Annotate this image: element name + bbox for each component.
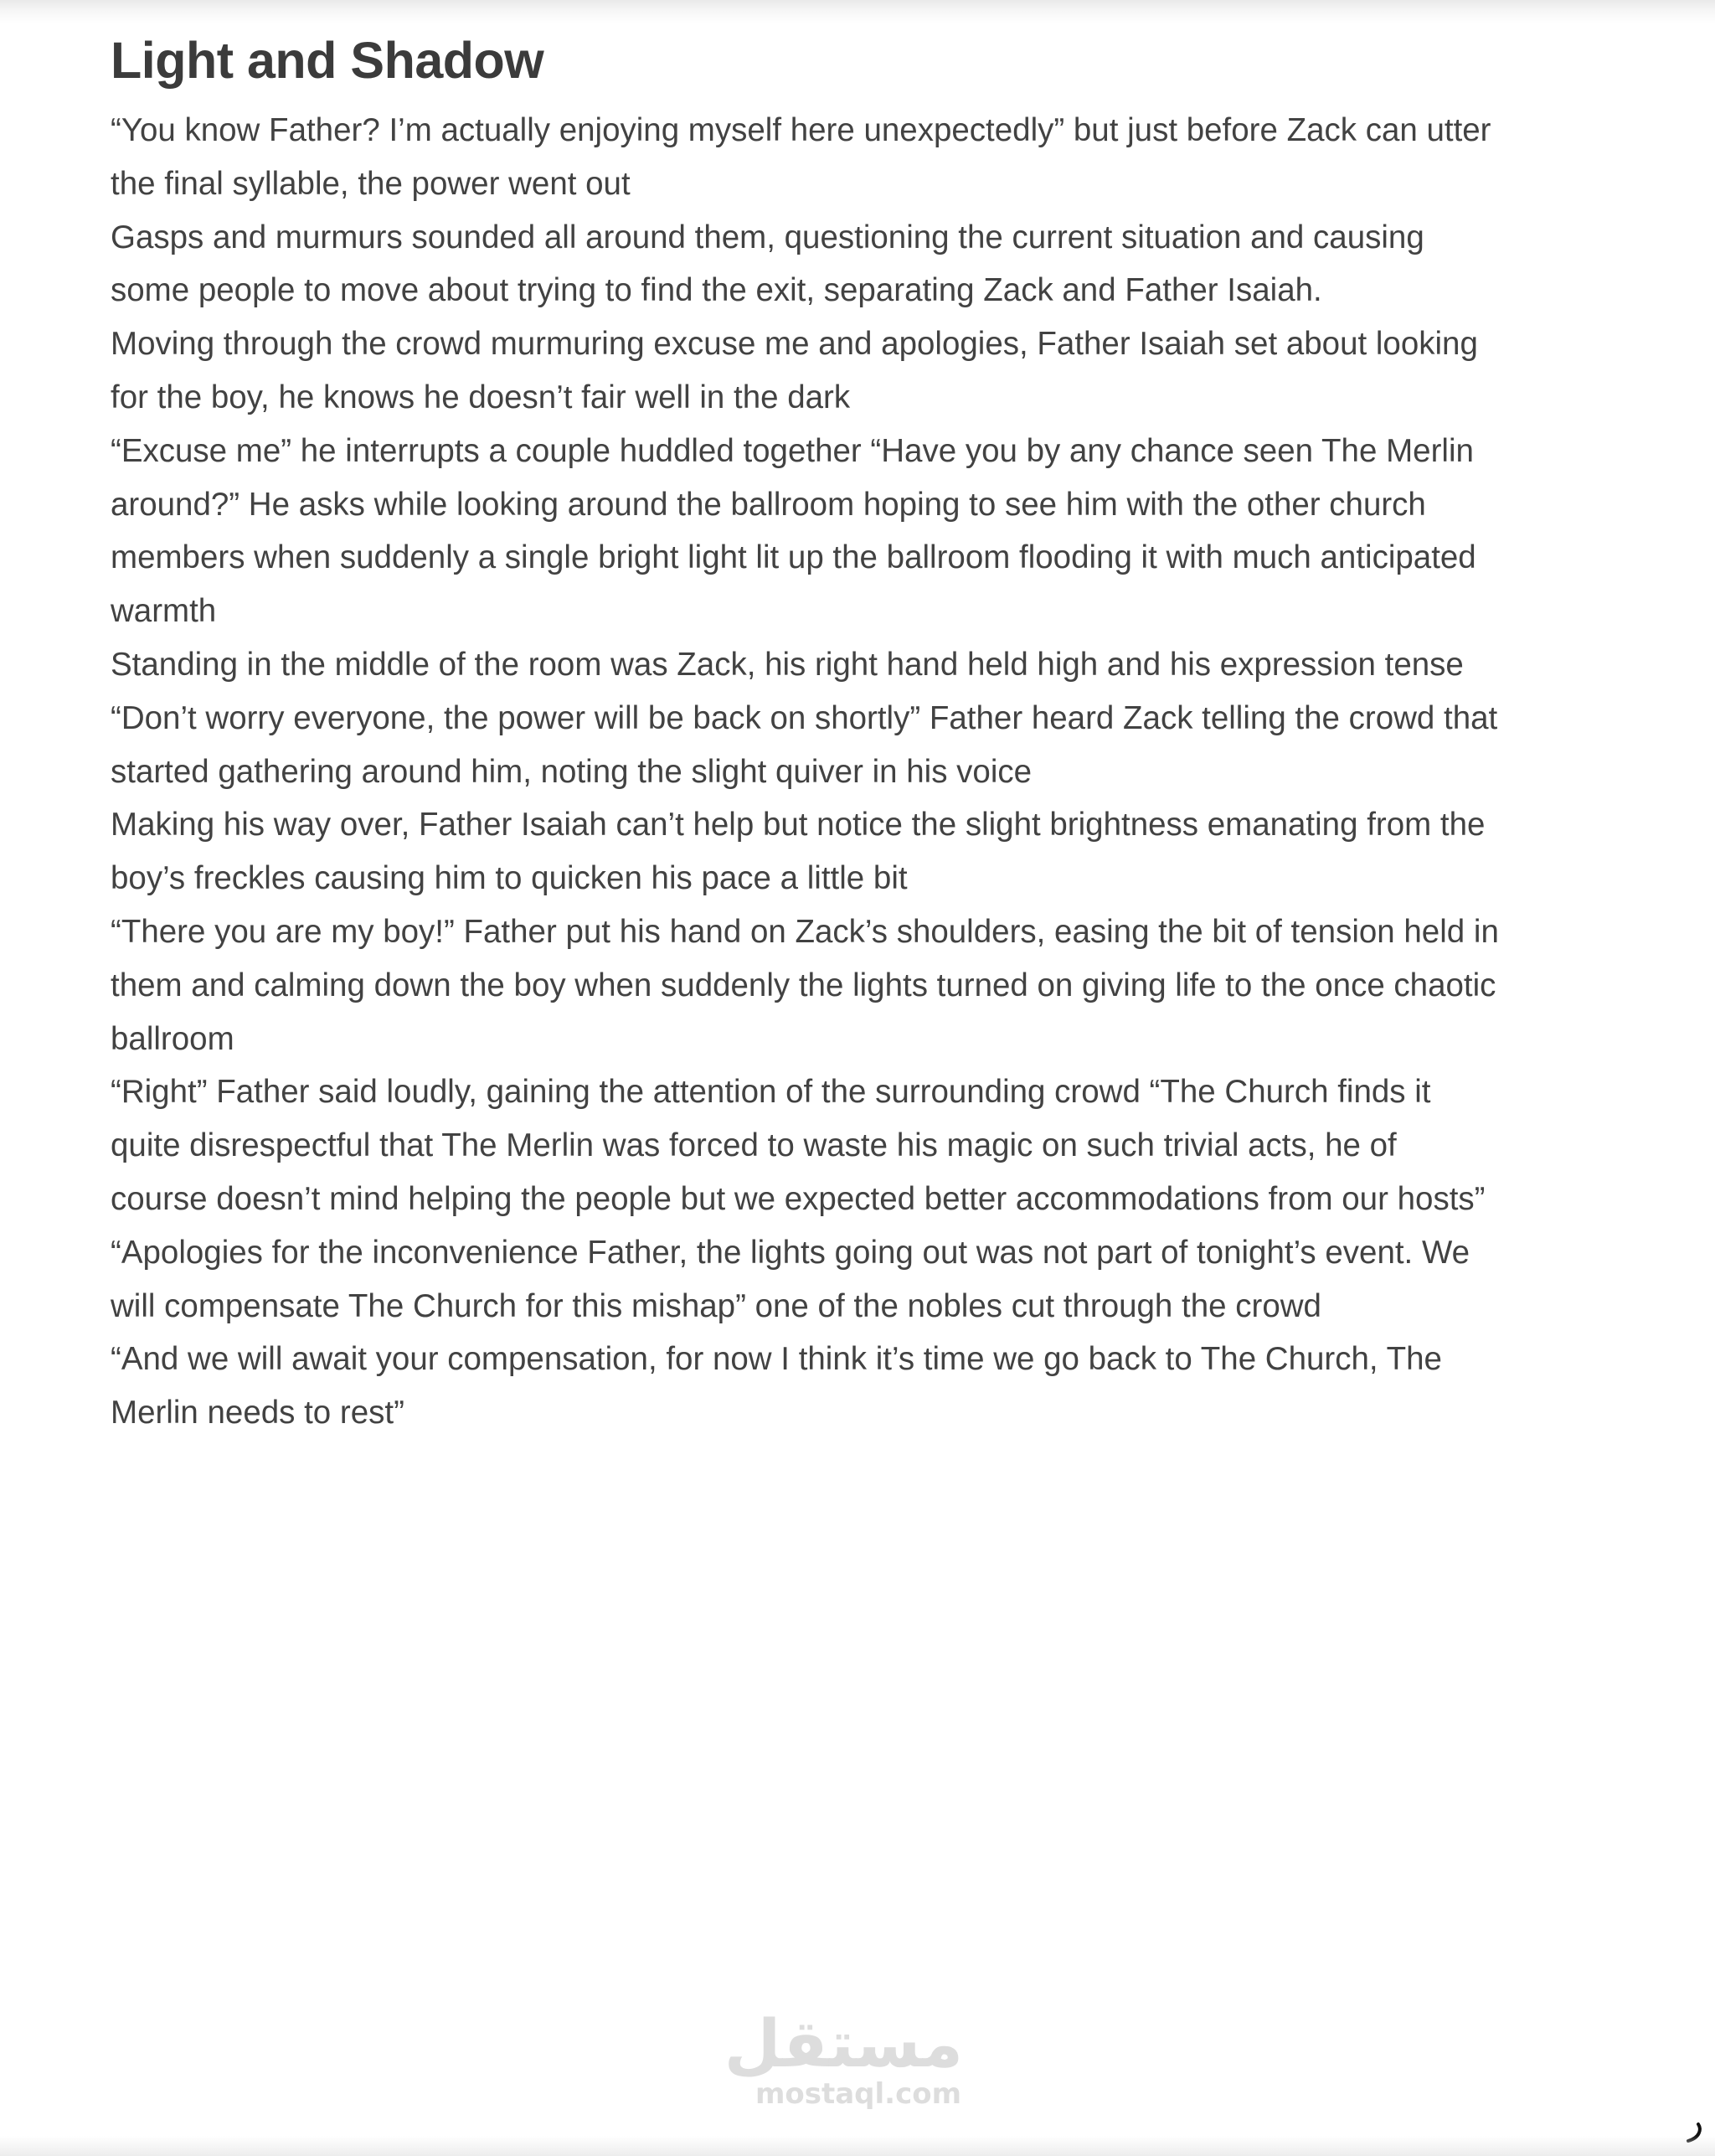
paragraph: “There you are my boy!” Father put his hand on Zack’s shoulders, easing the bit of tension held in them and calming down the boy when suddenly the lights turned on giving life to the once chaotic ballroom [111, 913, 1499, 1057]
paragraph: Standing in the middle of the room was Zack, his right hand held high and his expression tense [111, 646, 1464, 683]
paragraph: “Apologies for the inconvenience Father, the lights going out was not part of tonight’s event. We will compensate The Church for this mishap” one of the nobles cut through the crowd [111, 1234, 1470, 1324]
paragraph: Moving through the crowd murmuring excuse me and apologies, Father Isaiah set about looking for the boy, he knows he doesn’t fair well in the dark [111, 326, 1478, 415]
paragraph: “Don’t worry everyone, the power will be back on shortly” Father heard Zack telling the crowd that started gathering around him, noting the slight quiver in his voice [111, 699, 1498, 790]
bottom-edge-shadow [0, 2136, 1715, 2156]
mostaql-watermark [724, 2007, 963, 2111]
top-toolbar-shadow [0, 0, 1715, 23]
watermark-url: mostaql.com [754, 2077, 962, 2111]
document-body [111, 104, 1501, 1440]
watermark-logo-text: مستقل [724, 2007, 963, 2082]
paragraph: Gasps and murmurs sounded all around them, questioning the current situation and causing some people to move about trying to find the exit, separating Zack and Father Isaiah. [111, 219, 1424, 309]
paragraph: “You know Father? I’m actually enjoying myself here unexpectedly” but just before Zack can utter the final syllable, the power went out [111, 112, 1491, 202]
paragraph: “And we will await your compensation, for now I think it’s time we go back to The Church, The Merlin needs to rest” [111, 1341, 1442, 1431]
paragraph: Making his way over, Father Isaiah can’t help but notice the slight brightness emanating from the boy’s freckles causing him to quicken his pace a little bit [111, 807, 1486, 897]
paragraph: “Right” Father said loudly, gaining the attention of the surrounding crowd “The Church finds it quite disrespectful that The Merlin was forced to waste his magic on such trivial acts, he of course doesn’t mind helping the people but we expected better accommodations from our hosts” [111, 1074, 1486, 1217]
document-title: Light and Shadow [111, 32, 544, 89]
paragraph: “Excuse me” he interrupts a couple huddled together “Have you by any chance seen The Merlin around?” He asks while looking around the ballroom hoping to see him with the other church members when suddenly a single bright light lit up the ballroom flooding it with much anticipated warmth [111, 432, 1476, 630]
document-content [111, 25, 1501, 1440]
